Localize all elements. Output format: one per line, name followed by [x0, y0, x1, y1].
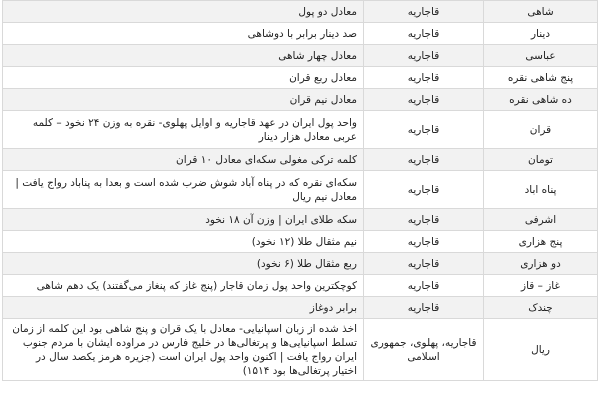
coin-name-cell: عباسی [484, 45, 598, 67]
coin-name-cell: پناه اباد [484, 171, 598, 209]
coin-name-cell: ریال [484, 319, 598, 381]
table-row [3, 23, 598, 45]
coin-description-cell: ربع مثقال طلا (۶ نخود) [3, 253, 364, 275]
coin-name-cell: اشرفی [484, 209, 598, 231]
coin-description-cell: واحد پول ایران در عهد قاجاریه و اوایل پهلوی- نقره به وزن ۲۴ نخود – کلمه عربی معادل هزار دینار [3, 111, 364, 149]
coin-description-cell: معادل دو پول [3, 1, 364, 23]
coin-name-cell: دینار [484, 23, 598, 45]
coin-era-cell: قاجاریه [364, 111, 484, 149]
coin-description-cell: معادل نیم قران [3, 89, 364, 111]
table-row [3, 231, 598, 253]
coin-description-cell: کوچکترین واحد پول زمان قاجار (پنج غاز که پنغاز می‌گفتند) یک دهم شاهی [3, 275, 364, 297]
table-row [3, 209, 598, 231]
coin-name-cell: قران [484, 111, 598, 149]
coin-era-cell: قاجاریه [364, 275, 484, 297]
coin-description-cell: نیم مثقال طلا (۱۲ نخود) [3, 231, 364, 253]
table-row [3, 67, 598, 89]
table-row [3, 171, 598, 209]
coin-description-cell: صد دینار برابر با دوشاهی [3, 23, 364, 45]
coin-era-cell: قاجاریه [364, 89, 484, 111]
table-row [3, 89, 598, 111]
coin-name-cell: پنج شاهی نقره [484, 67, 598, 89]
coin-name-cell: دو هزاری [484, 253, 598, 275]
currency-table-body [3, 1, 598, 381]
coin-name-cell: ده شاهی نقره [484, 89, 598, 111]
table-row [3, 149, 598, 171]
coin-era-cell: قاجاریه [364, 171, 484, 209]
coin-era-cell: قاجاریه [364, 1, 484, 23]
coin-description-cell: معادل ربع قران [3, 67, 364, 89]
table-row [3, 45, 598, 67]
coin-name-cell: چندک [484, 297, 598, 319]
coin-description-cell: معادل چهار شاهی [3, 45, 364, 67]
coin-era-cell: قاجاریه [364, 297, 484, 319]
coin-description-cell: سکه‌ای نقره که در پناه آباد شوش ضرب شده است و بعدا به پناباد رواج یافت | معادل نیم ریال [3, 171, 364, 209]
coin-era-cell: قاجاریه [364, 231, 484, 253]
coin-era-cell: قاجاریه، پهلوی، جمهوری اسلامی [364, 319, 484, 381]
table-row [3, 319, 598, 381]
coin-name-cell: شاهی [484, 1, 598, 23]
coin-description-cell: سکه طلای ایران | وزن آن ۱۸ نخود [3, 209, 364, 231]
coin-description-cell: اخذ شده از زبان اسپانیایی- معادل با یک قران و پنج شاهی بود این کلمه از زمان تسلط اسپانیایی‌ها و پرتغالی‌ها در خلیج فارس در مراوده ایشان با مردم جنوب ایران رواج یافت | اکنون واحد پول ایران است (جزیره هرمز یکصد سال در اختیار پرتغالی‌ها بود ۱۵۱۴) [3, 319, 364, 381]
coin-name-cell: غاز – قاز [484, 275, 598, 297]
coin-era-cell: قاجاریه [364, 149, 484, 171]
table-row [3, 297, 598, 319]
currency-table [2, 0, 598, 381]
coin-name-cell: پنج هزاری [484, 231, 598, 253]
coin-era-cell: قاجاریه [364, 253, 484, 275]
table-row [3, 111, 598, 149]
table-row [3, 1, 598, 23]
table-row [3, 253, 598, 275]
coin-name-cell: تومان [484, 149, 598, 171]
table-row [3, 275, 598, 297]
coin-era-cell: قاجاریه [364, 67, 484, 89]
coin-description-cell: برابر دوغاز [3, 297, 364, 319]
coin-era-cell: قاجاریه [364, 23, 484, 45]
coin-era-cell: قاجاریه [364, 45, 484, 67]
coin-description-cell: کلمه ترکی مغولی سکه‌ای معادل ۱۰ قران [3, 149, 364, 171]
coin-era-cell: قاجاریه [364, 209, 484, 231]
